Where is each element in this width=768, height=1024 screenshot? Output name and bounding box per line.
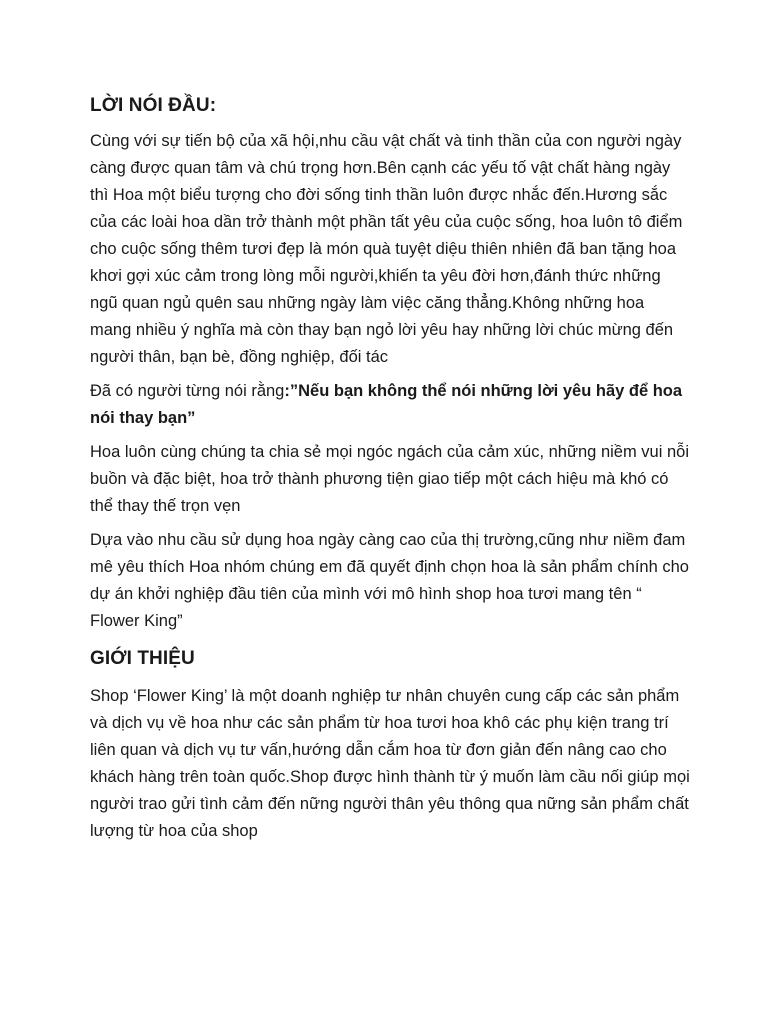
paragraph-1: Cùng với sự tiến bộ của xã hội,nhu cầu vật chất và tinh thần của con người ngày càng được quan tâm và chú trọng hơn.Bên cạnh các yếu tố vật chất hàng ngày thì Hoa một biểu tượng cho đời sống tinh thần luôn được nhắc đến.Hương sắc của các loài hoa dần trở thành một phần tất yêu của cuộc sống, hoa luôn tô điểm cho cuộc sống thêm tươi đẹp là món quà tuyệt diệu thiên nhiên đã ban tặng hoa khơi gợi xúc cảm trong lòng mỗi người,khiến ta yêu đời hơn,đánh thức những ngũ quan ngủ quên sau những ngày làm việc căng thẳng.Không những hoa mang nhiều ý nghĩa mà còn thay bạn ngỏ lời yêu hay những lời chúc mừng đến người thân, bạn bè, đồng nghiệp, đối tác — [90, 132, 683, 366]
heading-intro: LỜI NÓI ĐẦU: — [90, 95, 217, 116]
document-page — [90, 92, 690, 852]
paragraph-5: Shop ‘Flower King’ là một doanh nghiệp tư nhân chuyên cung cấp các sản phẩm và dịch vụ về hoa như các sản phẩm từ hoa tươi hoa khô các phụ kiện trang trí liên quan và dịch vụ tư vấn,hướng dẫn cắm hoa từ đơn giản đến nâng cao cho khách hàng trên toàn quốc.Shop được hình thành từ ý muốn làm cầu nối giúp mọi người trao gửi tình cảm đến nững người thân yêu thông qua nững sản phẩm chất lượng từ hoa của shop — [90, 687, 690, 840]
paragraph-2-lead: Đã có người từng nói rằng — [90, 382, 285, 400]
paragraph-2-quote: :”Nếu bạn không thể nói những lời yêu hãy để hoa nói thay bạn” — [90, 382, 683, 427]
paragraph-2 — [90, 378, 690, 432]
heading-about: GIỚI THIỆU — [90, 648, 195, 669]
paragraph-3: Hoa luôn cùng chúng ta chia sẻ mọi ngóc ngách của cảm xúc, những niềm vui nỗi buồn và đặc biệt, hoa trở thành phương tiện giao tiếp một cách hiệu mà khó có thể thay thế trọn vẹn — [90, 443, 689, 515]
paragraph-4: Dựa vào nhu cầu sử dụng hoa ngày càng cao của thị trường,cũng như niềm đam mê yêu thích Hoa nhóm chúng em đã quyết định chọn hoa là sản phẩm chính cho dự án khởi nghiệp đầu tiên của mình với mô hình shop hoa tươi mang tên “ Flower King” — [90, 531, 689, 630]
